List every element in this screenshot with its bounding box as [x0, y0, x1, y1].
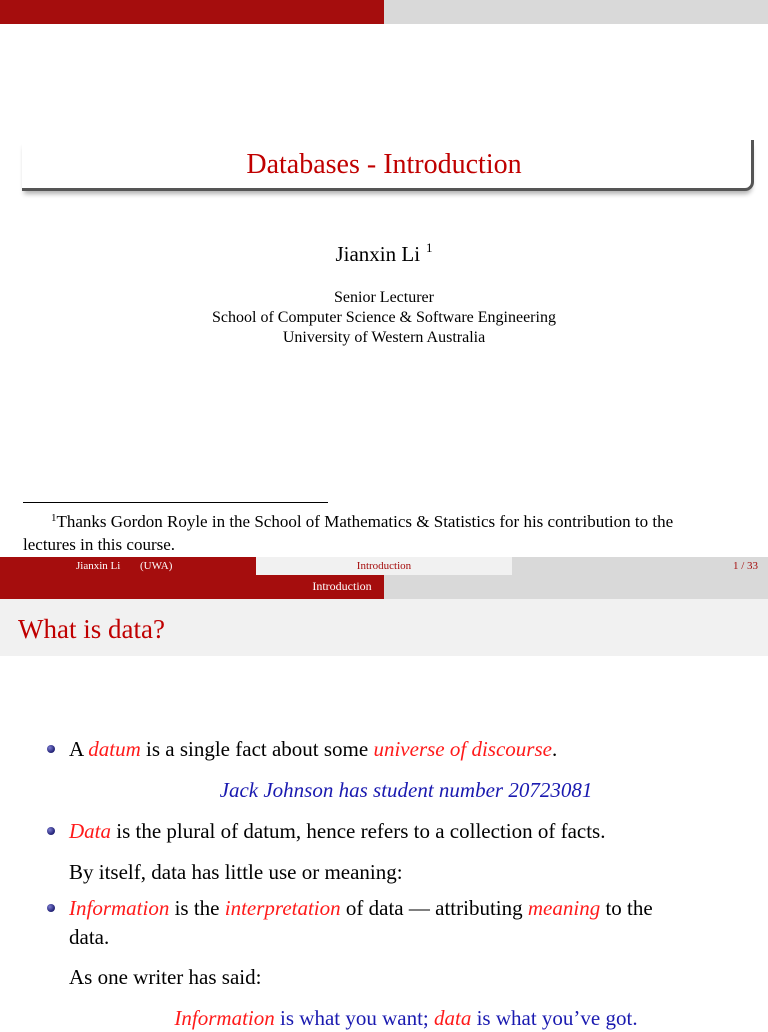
footnote-mark: 1 [51, 512, 57, 524]
example-text: Jack Johnson has student number 20723081 [219, 778, 593, 802]
term-universe-of-discourse: universe of discourse [373, 737, 552, 761]
text: . [551, 737, 558, 761]
section-label: Introduction [312, 579, 372, 593]
bullet-data [69, 817, 605, 845]
text: A [69, 737, 89, 761]
text: to the [600, 896, 653, 920]
term-data: Data [69, 819, 111, 843]
bullet-icon [47, 827, 55, 835]
quote-text: is what you’ve got. [471, 1006, 638, 1030]
footnote-line-2: lectures in this course. [23, 535, 176, 554]
affiliation-university: University of Western Australia [282, 329, 486, 346]
term-interpretation: interpretation [224, 896, 341, 920]
text: is a single fact about some [140, 737, 374, 761]
term-datum: datum [88, 737, 141, 761]
term-information: Information [69, 896, 170, 920]
text: is the plural of datum, hence refers to a collection of facts. [111, 819, 606, 843]
frame-title: What is data? [18, 614, 165, 644]
footnote-line-1: Thanks Gordon Royle in the School of Mathematics & Statistics for his contribution to the [56, 512, 674, 531]
example-line [0, 776, 768, 804]
author-line [0, 234, 768, 268]
affiliation-position: Senior Lecturer [334, 289, 434, 306]
quote-term-data: data [434, 1006, 472, 1030]
author-name: Jianxin Li [335, 242, 421, 266]
quote-term-information: Information [174, 1006, 275, 1030]
header-bar-left [0, 0, 384, 24]
slide-title: Databases - Introduction [246, 149, 522, 180]
footer-title: Introduction [356, 560, 412, 572]
footnote [23, 507, 753, 556]
data-followup: By itself, data has little use or meaning: [69, 860, 403, 884]
bullet-information [69, 894, 653, 922]
information-followup: As one writer has said: [69, 965, 262, 989]
bullet-icon [47, 904, 55, 912]
footnote-rule [23, 502, 328, 503]
affiliation [0, 288, 768, 348]
footer-author: Jianxin Li [76, 560, 121, 572]
quote-line [0, 1004, 768, 1032]
footer-bar-left [0, 557, 256, 575]
term-meaning: meaning [527, 896, 601, 920]
bullet-datum [69, 735, 557, 763]
header-bar-right [384, 0, 768, 24]
footer-page-number: 1 / 33 [732, 560, 758, 572]
affiliation-school: School of Computer Science & Software Engineering [212, 309, 556, 326]
section-bar-right [384, 575, 768, 599]
text: is the [169, 896, 225, 920]
quote-text: is what you want; [274, 1006, 434, 1030]
footer-institution: (UWA) [140, 560, 173, 572]
author-footnote-mark: 1 [426, 240, 433, 255]
bullet-icon [47, 745, 55, 753]
bullet-information-line-2: data. [69, 925, 110, 949]
text: of data — attributing [340, 896, 528, 920]
